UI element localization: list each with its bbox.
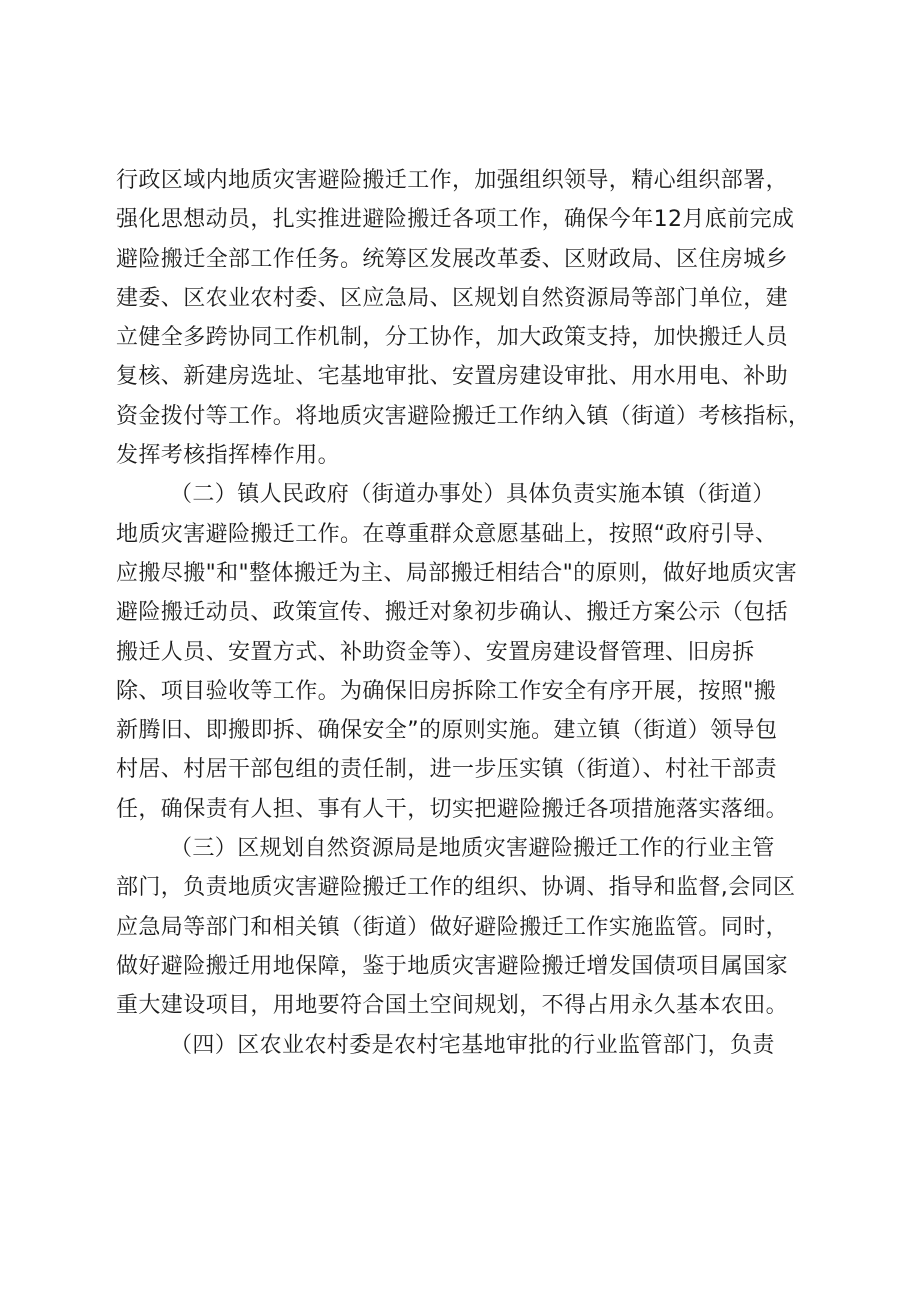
text-line: 资金拨付等工作。将地质灾害避险搬迁工作纳入镇（街道）考核指标，	[116, 403, 811, 429]
text-line: 除、项目验收等工作。为确保旧房拆除工作安全有序开展，按照"搬	[116, 678, 777, 704]
paragraph-start-line: （二）镇人民政府（街道办事处）具体负责实施本镇（街道）	[170, 482, 775, 508]
text-line: 建委、区农业农村委、区应急局、区规划自然资源局等部门单位，建	[116, 285, 789, 311]
text-line: 新腾旧、即搬即拆、确保安全”的原则实施。建立镇（街道）领导包	[116, 718, 778, 744]
text-line: 发挥考核指挥棒作用。	[116, 443, 341, 469]
text-line: 任，确保责有人担、事有人干，切实把避险搬迁各项措施落实落细。	[116, 796, 789, 822]
text-line: 避险搬迁动员、政策宣传、搬迁对象初步确认、搬迁方案公示（包括	[116, 600, 789, 626]
text-line: 应急局等部门和相关镇（街道）做好避险搬迁工作实施监管。同时，	[116, 914, 789, 940]
text-line: 搬迁人员、安置方式、补助资金等）、安置房建设督管理、旧房拆	[116, 639, 755, 665]
text-line: 地质灾害避险搬迁工作。在尊重群众意愿基础上，按照“政府引导、	[116, 521, 778, 547]
text-line: 复核、新建房选址、宅基地审批、安置房建设审批、用水用电、补助	[116, 364, 789, 390]
text-line: 村居、村居干部包组的责任制，进一步压实镇（街道）、村社干部责	[116, 757, 778, 783]
text-line: 做好避险搬迁用地保障，鉴于地质灾害避险搬迁增发国债项目属国家	[116, 953, 789, 979]
text-line: 行政区域内地质灾害避险搬迁工作，加强组织领导，精心组织部署，	[116, 168, 789, 193]
text-line: 立健全多跨协同工作机制，分工协作，加大政策支持，加快搬迁人员	[116, 325, 789, 351]
document-body	[116, 161, 811, 1065]
paragraph-start-line: （四）区农业农村委是农村宅基地审批的行业监管部门，负责	[170, 1032, 775, 1058]
text-line: 重大建设项目，用地要符合国土空间规划，不得占用永久基本农田。	[116, 993, 789, 1019]
paragraph-start-line: （三）区规划自然资源局是地质灾害避险搬迁工作的行业主管	[170, 836, 775, 862]
text-line: 避险搬迁全部工作任务。统筹区发展改革委、区财政局、区住房城乡	[116, 246, 789, 272]
text-line: 部门，负责地质灾害避险搬迁工作的组织、协调、指导和监督,会同区	[116, 875, 796, 901]
text-line: 应搬尽搬"和"整体搬迁为主、局部搬迁相结合"的原则，做好地质灾害	[116, 560, 798, 586]
text-line: 强化思想动员，扎实推进避险搬迁各项工作，确保今年12月底前完成	[116, 207, 795, 233]
